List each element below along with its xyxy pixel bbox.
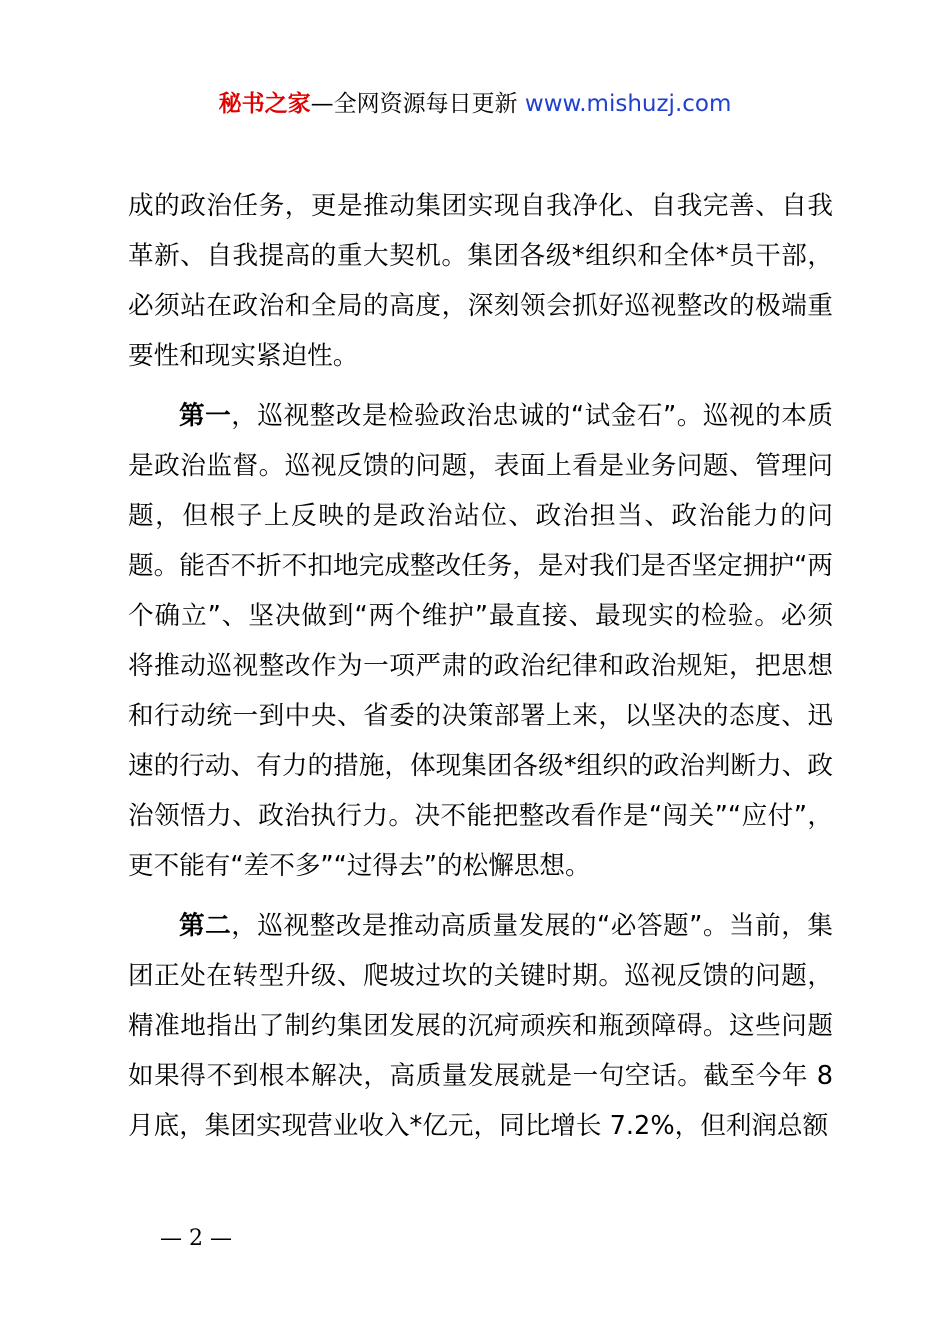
paragraph-continued: 成的政治任务，更是推动集团实现自我净化、自我完善、自我革新、自我提高的重大契机。集团各级*组织和全体*员干部，必须站在政治和全局的高度，深刻领会抓好巡视整改的极端重要性和现实紧迫性。 [128, 191, 833, 371]
point-text-second: ，巡视整改是推动高质量发展的“必答题”。当前，集团正处在转型升级、爬坡过坎的关键时期。巡视反馈的问题，精准地指出了制约集团发展的沉疴顽疾和瓶颈障碍。这些问题如果得不到根本解决，高质量发展就是一句空话。截至今年 8 月底，集团实现营业收入*亿元，同比增长 7.2%，但利润总额 [128, 911, 833, 1141]
site-url: www.mishuzj.com [524, 91, 732, 117]
point-text-first: ，巡视整改是检验政治忠诚的“试金石”。巡视的本质是政治监督。巡视反馈的问题，表面上看是业务问题、管理问题，但根子上反映的是政治站位、政治担当、政治能力的问题。能否不折不扣地完成整改任务，是对我们是否坚定拥护“两个确立”、坚决做到“两个维护”最直接、最现实的检验。必须将推动巡视整改作为一项严肃的政治纪律和政治规矩，把思想和行动统一到中央、省委的决策部署上来，以坚决的态度、迅速的行动、有力的措施，体现集团各级*组织的政治判断力、政治领悟力、政治执行力。决不能把整改看作是“闯关”“应付”，更不能有“差不多”“过得去”的松懈思想。 [128, 401, 833, 881]
site-banner [0, 88, 950, 120]
point-lead-second: 第二 [179, 911, 232, 941]
banner-tagline: —全网资源每日更新 [310, 91, 525, 117]
paragraph-second-point [128, 901, 833, 1151]
paragraph-first-point [128, 391, 833, 891]
point-lead-first: 第一 [179, 401, 232, 431]
document-body [128, 181, 833, 1151]
page-number: — 2 — [160, 1226, 232, 1251]
brand-name: 秘书之家 [218, 91, 311, 117]
